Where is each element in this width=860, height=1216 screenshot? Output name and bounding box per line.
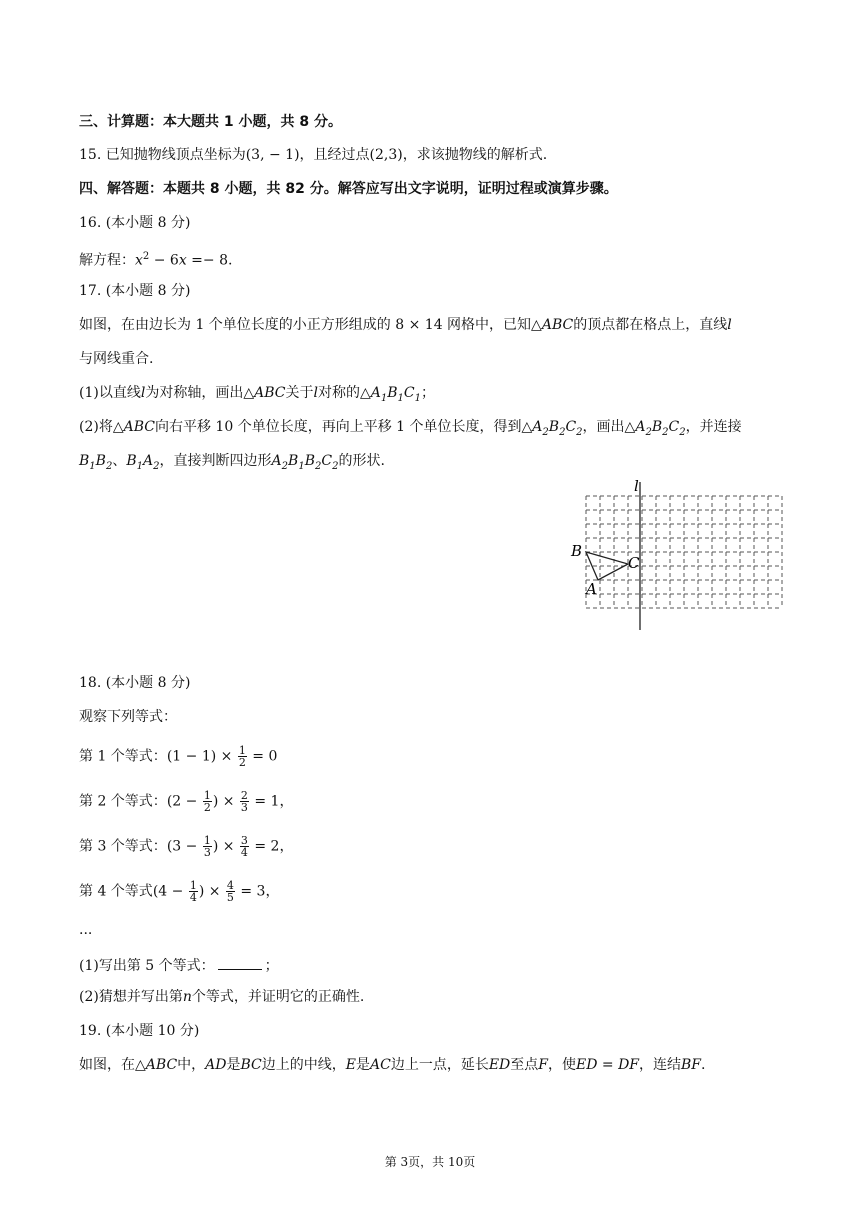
point-f: F — [538, 1057, 548, 1073]
q15-text: 15. 已知抛物线顶点坐标为 — [79, 147, 246, 163]
triangle-abc: ABC — [254, 385, 286, 401]
q17-text: 关于 — [285, 385, 314, 401]
q18-ellipsis: ... — [79, 922, 93, 938]
q17-text: ； — [421, 385, 436, 401]
q19-text: 是 — [356, 1057, 370, 1073]
segment-bf: BF — [681, 1057, 702, 1073]
eq-part: (2 − — [166, 793, 202, 810]
q15-point: (2,3) — [369, 147, 403, 163]
eq-result: = 0 — [247, 748, 278, 765]
fraction: $\frac{4}{5}$ — [226, 879, 234, 904]
triangle-abc: ABC — [541, 317, 574, 333]
q18-eq1 — [79, 745, 277, 768]
line-l: l — [313, 385, 318, 401]
q18-intro: 观察下列等式： — [79, 709, 177, 725]
q17-line2: 与网线重合. — [79, 351, 154, 367]
q18-text: (1)写出第 5 个等式： — [79, 958, 215, 974]
q15-text: ，且经过点 — [299, 147, 370, 163]
label-c: C — [628, 554, 640, 572]
label-l: l — [634, 478, 639, 495]
segment-b1b2: $B_1B_2$ — [79, 453, 113, 472]
q16-eq-part: =− 8. — [186, 252, 233, 269]
grid-figure — [566, 478, 786, 634]
eq-part: (3 − — [166, 838, 202, 855]
q18-part1 — [79, 955, 279, 976]
eq-result: = 3， — [235, 883, 280, 900]
q19-text: ，使 — [548, 1057, 576, 1073]
fraction: $\frac{1}{2}$ — [238, 744, 246, 769]
equation-ed-df: ED = DF — [576, 1057, 640, 1073]
label-a: A — [586, 580, 597, 598]
q19-text — [79, 1055, 705, 1075]
q17-text: 为对称轴，画出△ — [145, 385, 255, 401]
eq-label: 第 2 个等式： — [79, 793, 167, 810]
segment-ad: AD — [205, 1057, 227, 1073]
section-3-heading: 三、计算题：本大题共 1 小题，共 8 分。 — [79, 114, 342, 130]
q17-header: 17. (本小题 8 分) — [79, 283, 191, 299]
q17-text: ，画出△ — [582, 419, 636, 435]
q16-var: x — [135, 252, 143, 269]
q19-text: 边上一点，延长 — [390, 1057, 489, 1073]
q16-eq-part: − 6 — [149, 252, 179, 269]
q15-text: ，求该抛物线的解析式. — [402, 147, 548, 163]
q17-text: 的顶点都在格点上，直线 — [573, 317, 728, 333]
q18-header: 18. (本小题 8 分) — [79, 675, 191, 691]
label-b: B — [571, 542, 583, 560]
eq-label: 第 1 个等式： — [79, 748, 167, 765]
segment-ac: AC — [370, 1057, 391, 1073]
q19-text: ，连结 — [639, 1057, 682, 1073]
q17-part2 — [79, 417, 742, 443]
q17-text: 的形状. — [338, 453, 385, 469]
q17-text: 如图，在由边长为 1 个单位长度的小正方形组成的 8 × 14 网格中，已知△ — [79, 317, 542, 333]
triangle-a2b2c2: $A_2B_2C_2$ — [635, 419, 686, 438]
q16-equation: 解方程：$x^2 - 6x =- 8$. — [79, 251, 233, 269]
fraction: $\frac{2}{3}$ — [240, 789, 248, 814]
eq-part: ) × — [198, 883, 225, 900]
eq-result: = 1， — [249, 793, 294, 810]
q19-text: 中， — [177, 1057, 206, 1073]
quadrilateral-a2b1b2c2: $A_2B_1B_2C_2$ — [271, 453, 339, 472]
triangle-abc: ABC — [145, 1057, 178, 1073]
q18-part2 — [79, 987, 364, 1007]
eq-part: ) × — [212, 793, 239, 810]
q19-text: 至点 — [510, 1057, 539, 1073]
point-e: E — [345, 1057, 356, 1073]
q16-var: x — [178, 252, 187, 269]
q19-text: . — [701, 1057, 706, 1073]
var-n: n — [182, 989, 192, 1005]
q17-text: ，直接判断四边形 — [159, 453, 272, 469]
segment-bc: BC — [240, 1057, 262, 1073]
q18-text: (2)猜想并写出第 — [79, 989, 183, 1005]
fraction: $\frac{3}{4}$ — [240, 834, 248, 859]
q17-text: 、 — [112, 453, 127, 469]
triangle-a1b1c1: $A_1B_1C_1$ — [370, 385, 422, 404]
answer-blank[interactable] — [218, 955, 262, 970]
q17-text: 对称的△ — [317, 385, 371, 401]
eq-part: (1 − 1) × — [166, 748, 237, 765]
segment-b1a2: $B_1A_2$ — [126, 453, 160, 472]
q15-vertex: (3, − 1) — [245, 147, 300, 163]
page-footer: 第 3页，共 10页 — [384, 1155, 476, 1169]
q17-text: 向右平移 10 个单位长度，再向上平移 1 个单位长度，得到△ — [154, 419, 533, 435]
line-l: l — [140, 385, 146, 401]
triangle-abc: ABC — [123, 419, 155, 435]
section-4-heading: 四、解答题：本题共 8 小题，共 82 分。解答应写出文字说明，证明过程或演算步骤。 — [79, 181, 618, 197]
q18-eq3 — [79, 835, 293, 858]
eq-result: = 2， — [249, 838, 294, 855]
q17-text: (1)以直线 — [79, 385, 141, 401]
q17-text: (2)将△ — [79, 419, 124, 435]
q16-header: 16. (本小题 8 分) — [79, 215, 191, 231]
segment-ed: ED — [488, 1057, 511, 1073]
triangle-a2b2c2: $A_2B_2C_2$ — [532, 419, 583, 438]
eq-part: (4 − — [152, 883, 188, 900]
q16-label: 解方程： — [79, 252, 135, 269]
q17-part2-cont — [79, 451, 385, 477]
q17-line1 — [79, 315, 732, 335]
q17-text: ，并连接 — [685, 419, 742, 435]
eq-label: 第 3 个等式： — [79, 838, 167, 855]
q19-text: 边上的中线， — [261, 1057, 346, 1073]
fraction: $\frac{1}{3}$ — [203, 834, 211, 859]
eq-label: 第 4 个等式 — [79, 883, 153, 900]
q19-text: 是 — [226, 1057, 241, 1073]
q18-text: 个等式，并证明它的正确性. — [191, 989, 365, 1005]
fraction: $\frac{1}{2}$ — [203, 789, 211, 814]
q18-text: ； — [264, 958, 279, 974]
q19-text: 如图，在△ — [79, 1057, 146, 1073]
line-l: l — [727, 317, 732, 333]
eq-part: ) × — [212, 838, 239, 855]
question-15 — [79, 145, 547, 165]
q19-header: 19. (本小题 10 分) — [79, 1023, 200, 1039]
q18-eq4 — [79, 880, 279, 903]
q17-part1 — [79, 383, 435, 409]
q18-eq2 — [79, 790, 293, 813]
fraction: $\frac{1}{4}$ — [189, 879, 197, 904]
